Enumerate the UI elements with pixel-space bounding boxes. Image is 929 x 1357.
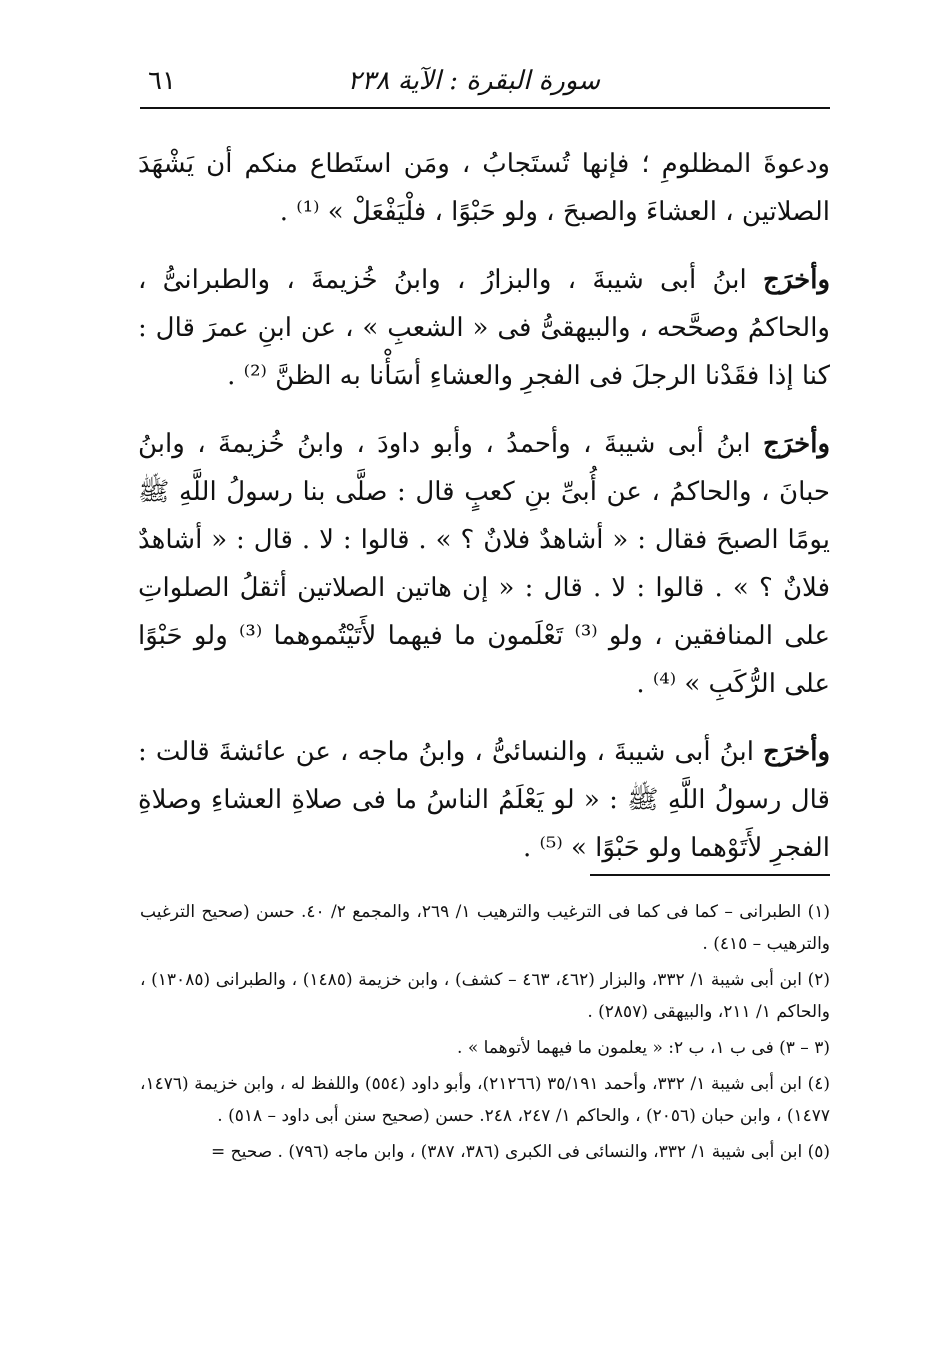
paragraph-text: ابنُ أبى شيبةَ ، والنسائىُّ ، وابنُ ماجه ، عن عائشةَ قالت : قال رسولُ اللَّهِ ﷺ : « لو يَعْلَمُ الناسُ ما فى صلاةِ العشاءِ وصلاةِ الفجرِ لأَتَوْهما ولو حَبْوًا » ⁽⁵⁾ . <box>138 737 830 863</box>
paragraph <box>138 420 830 708</box>
paragraph <box>138 256 830 400</box>
footnote: (١) الطبرانى – كما فى كما فى الترغيب والترهيب ١/ ٢٦٩، والمجمع ٢/ ٤٠. حسن (صحيح الترغيب والترهيب – ٤١٥) . <box>140 902 830 954</box>
paragraph-text: ابنُ أبى شيبةَ ، وأحمدُ ، وأبو داودَ ، وابنُ خُزيمةَ ، وابنُ حبانَ ، والحاكمُ ، عن أُبىِّ بنِ كعبٍ قال : صلَّى بنا رسولُ اللَّهِ ﷺ يومًا الصبحَ فقال : « أشاهدٌ فلانٌ ؟ » . قالوا : لا . قال : « أشاهدٌ فلانٌ ؟ » . قالوا : لا . قال : « إن هاتين الصلاتين أثقلُ الصلواتِ على المنافقين ، ولو ⁽³⁾ تَعْلَمون ما فيهما لأَتَيْتُموهما ⁽³⁾ ولو حَبْوًا على الرُّكَبِ » ⁽⁴⁾ . <box>138 429 830 699</box>
paragraph-text: ابنُ أبى شيبةَ ، والبزارُ ، وابنُ خُزيمةَ ، والطبرانىُّ ، والحاكمُ وصحَّحه ، والبيهقىُّ فى « الشعبِ » ، عن ابنِ عمرَ قال : كنا إذا فقَدْنا الرجلَ فى الفجرِ والعشاءِ أسَأْنا به الظنَّ ⁽²⁾ . <box>138 265 830 391</box>
header-rule <box>140 107 830 109</box>
paragraph-text: ودعوةَ المظلومِ ؛ فإنها تُستَجابُ ، ومَن استَطاع منكم أن يَشْهَدَ الصلاتين ، العشاءَ والصبحَ ، ولو حَبْوًا ، فلْيَفْعَلْ » ⁽¹⁾ . <box>138 149 830 227</box>
paragraph <box>138 728 830 872</box>
running-title: سورة البقرة : الآية ٢٣٨ <box>347 66 600 96</box>
footnote: (٥) ابن أبى شيبة ١/ ٣٣٢، والنسائى فى الكبرى (٣٨٦، ٣٨٧) ، وابن ماجه (٧٩٦) . صحيح = <box>210 1142 830 1162</box>
footnote: (٤) ابن أبى شيبة ١/ ٣٣٢، وأحمد ٣٥/١٩١ (٢١٢٦٦)، وأبو داود (٥٥٤) واللفظ له ، وابن خزيمة (١٤٧٦، ١٤٧٧) ، وابن حبان (٢٠٥٦) ، والحاكم ١/ ٢٤٧، ٢٤٨. حسن (صحيح سنن أبى داود – ٥١٨) . <box>140 1074 830 1126</box>
paragraph-lead: وأخرَج <box>763 737 830 767</box>
footnote: (٢) ابن أبى شيبة ١/ ٣٣٢، والبزار (٤٦٢، ٤٦٣ – كشف) ، وابن خزيمة (١٤٨٥) ، والطبرانى (١٣٠٨٥) ، والحاكم ١/ ٢١١، والبيهقى (٢٨٥٧) . <box>140 970 830 1022</box>
main-text <box>138 140 830 892</box>
paragraph-lead: وأخرَج <box>763 265 830 295</box>
footnote-rule <box>590 874 830 876</box>
page-header <box>140 58 830 106</box>
page-number: ٦١ <box>148 66 176 96</box>
footnote: (٣ – ٣) فى ب ١، ب ٢: « يعلمون ما فيهما لأتوهما » . <box>457 1038 830 1058</box>
footnotes <box>140 896 830 1172</box>
paragraph-lead: وأخرَج <box>763 429 830 459</box>
paragraph <box>138 140 830 236</box>
